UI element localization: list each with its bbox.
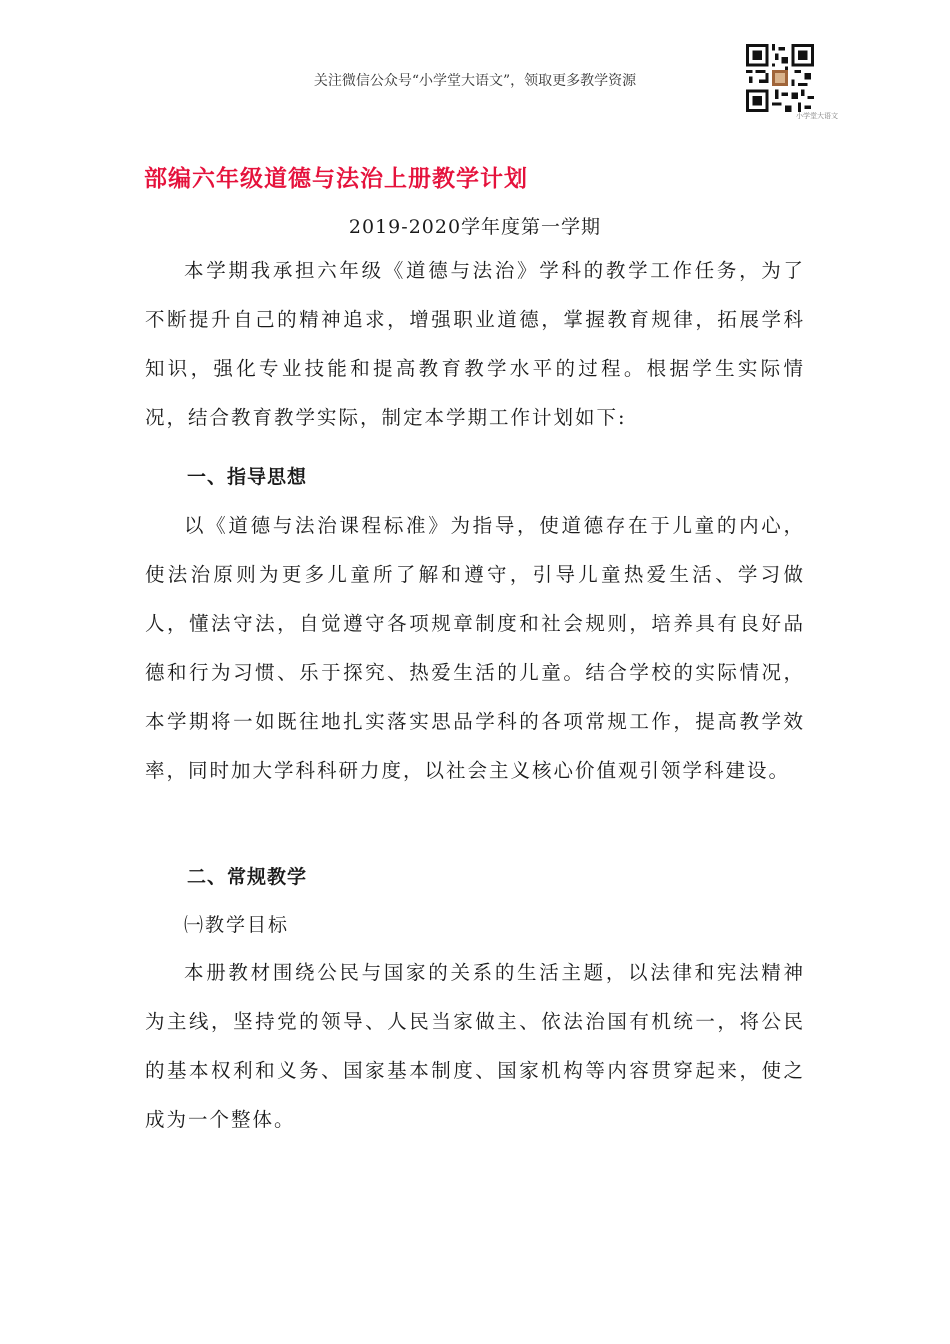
document-title: 部编六年级道德与法治上册教学计划 xyxy=(144,166,528,192)
intro-paragraph: 本学期我承担六年级《道德与法治》学科的教学工作任务，为了不断提升自己的精神追求，增强职业道德，掌握教育规律，拓展学科知识，强化专业技能和提高教育教学水平的过程。根据学生实际情况，结合教育教学实际，制定本学期工作计划如下: xyxy=(145,259,805,429)
qr-code-icon xyxy=(746,44,814,112)
document-subtitle: 2019-2020学年度第一学期 xyxy=(348,216,602,238)
header-promo-note: 关注微信公众号“小学堂大语文”，领取更多教学资源 xyxy=(313,73,637,89)
section-heading-routine-teaching: 二、常规教学 xyxy=(187,866,308,888)
teaching-goals-paragraph: 本册教材围绕公民与国家的关系的生活主题，以法律和宪法精神为主线，坚持党的领导、人民当家做主、依法治国有机统一，将公民的基本权利和义务、国家基本制度、国家机构等内容贯穿起来，使之成为一个整体。 xyxy=(145,961,805,1131)
section-heading-guiding-ideology: 一、指导思想 xyxy=(187,466,308,488)
guiding-ideology-paragraph: 以《道德与法治课程标准》为指导，使道德存在于儿童的内心，使法治原则为更多儿童所了解和遵守，引导儿童热爱生活、学习做人，懂法守法，自觉遵守各项规章制度和社会规则，培养具有良好品德和行为习惯、乐于探究、热爱生活的儿童。结合学校的实际情况，本学期将一如既往地扎实落实思品学科的各项常规工作，提高教学效率，同时加大学科科研力度，以社会主义核心价值观引领学科建设。 xyxy=(145,514,805,782)
qr-caption: 小学堂大语文 xyxy=(796,112,838,120)
subheading-teaching-goals: ㈠教学目标 xyxy=(184,914,290,936)
